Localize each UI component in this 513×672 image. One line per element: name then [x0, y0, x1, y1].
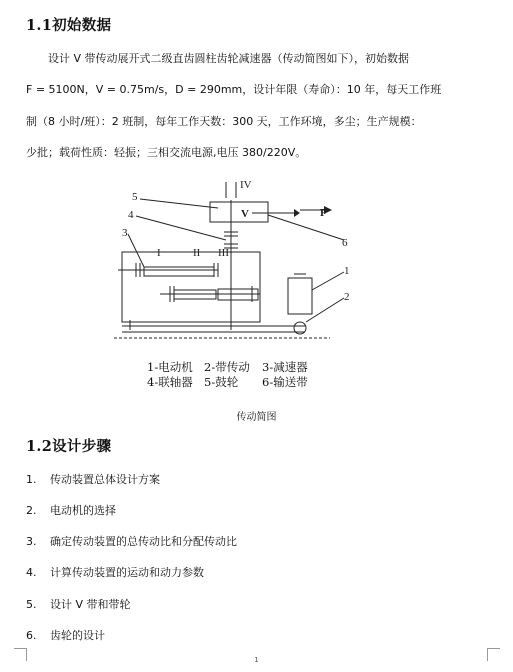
label-num-4: 4 [128, 209, 134, 221]
step-item: 2. 电动机的选择 [26, 504, 116, 517]
reducer-housing [122, 252, 260, 322]
legend-coupling: 4-联轴器 [147, 375, 193, 389]
legend-drum: 5-鼓轮 [204, 375, 239, 389]
label-v: V [241, 208, 249, 220]
label-num-3: 3 [122, 227, 128, 239]
label-shaft-i: I [157, 247, 161, 259]
figure-caption: 传动简图 [236, 412, 277, 423]
drum [210, 202, 268, 222]
legend-conveyor-belt: 6-输送带 [262, 375, 308, 389]
legend-reducer: 3-减速器 [262, 360, 308, 374]
paragraph-line-1: 设计 V 带传动展开式二级直齿圆柱齿轮减速器（传动简图如下），初始数据 [48, 52, 410, 65]
label-shaft-ii: II [193, 247, 201, 259]
legend-belt-drive: 2-带传动 [204, 360, 250, 374]
legend-motor: 1-电动机 [147, 360, 193, 374]
gear-shaft-i [144, 267, 214, 276]
label-num-2: 2 [344, 291, 350, 303]
section-title-design-steps: 1.2设计步骤 [26, 438, 112, 455]
step-item: 6. 齿轮的设计 [26, 629, 105, 642]
step-item: 3. 确定传动装置的总传动比和分配传动比 [26, 535, 237, 548]
motor [288, 278, 312, 314]
step-item: 5. 设计 V 带和带轮 [26, 598, 131, 611]
page-number: 1 [254, 656, 259, 664]
step-item: 1. 传动装置总体设计方案 [26, 473, 160, 486]
label-f: F [320, 207, 327, 219]
paragraph-line-4: 少批；载荷性质：轻振；三相交流电源,电压 380/220V。 [26, 146, 307, 159]
label-num-6: 6 [342, 237, 348, 249]
label-num-1: 1 [344, 265, 350, 277]
section-title-initial-data: 1.1初始数据 [26, 17, 112, 34]
paragraph-line-3: 制（8 小时/班）：2 班制，每年工作天数：300 天，工作环境，多尘；生产规模： [26, 115, 422, 128]
paragraph-line-2: F = 5100N，V = 0.75m/s，D = 290mm，设计年限（寿命）：10 年，每天工作班 [26, 83, 442, 96]
transmission-diagram [100, 170, 360, 360]
label-num-5: 5 [132, 191, 138, 203]
step-item: 4. 计算传动装置的运动和动力参数 [26, 566, 204, 579]
label-shaft-iv: IV [240, 179, 252, 191]
label-shaft-iii: III [218, 247, 229, 259]
